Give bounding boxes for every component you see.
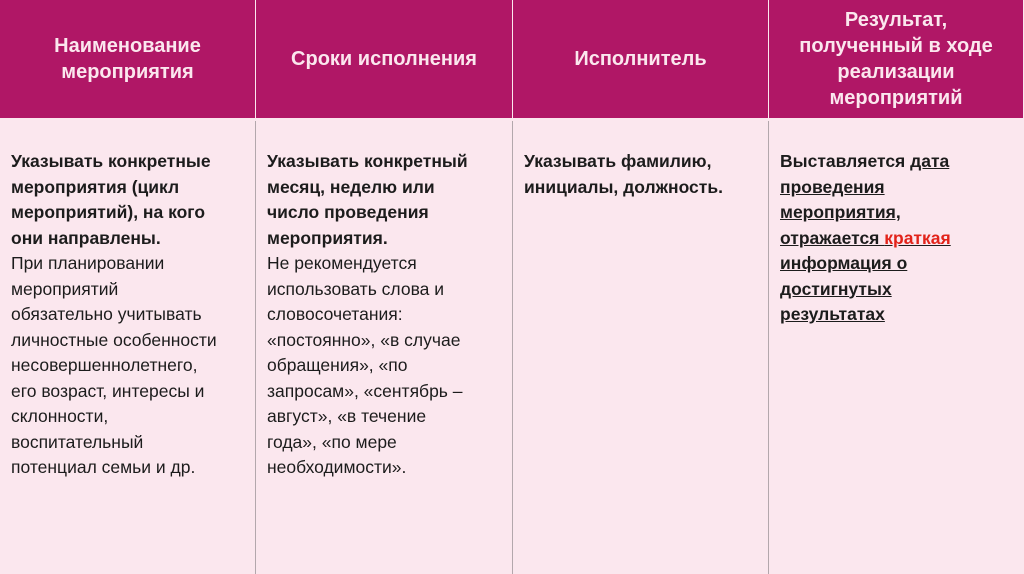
header-result-line: Результат, xyxy=(844,9,948,31)
cell-executor xyxy=(513,121,769,574)
text-line: мероприятий xyxy=(11,278,119,299)
text-line: Указывать конкретный xyxy=(267,151,468,171)
underlined-text: дата xyxy=(910,151,950,171)
header-deadlines-line: Сроки исполнения xyxy=(291,48,477,70)
text-line: они направлены. xyxy=(11,227,161,248)
text-line: потенциал семьи и др. xyxy=(11,457,196,477)
cell-deadlines xyxy=(256,121,513,574)
text-line: число проведения xyxy=(267,202,429,222)
text-line: инициалы, должность. xyxy=(524,176,723,197)
text-line: его возраст, интересы и xyxy=(11,380,205,401)
text-line xyxy=(780,226,1016,252)
header-event-name-line: мероприятия xyxy=(61,61,194,83)
underlined-text: достигнутых xyxy=(780,278,892,299)
header-result-line: мероприятий xyxy=(829,87,963,109)
cell-event-name xyxy=(0,121,256,574)
text-line: склонности, xyxy=(11,406,109,426)
text-line: «постоянно», «в случае xyxy=(267,329,461,350)
text-line: август», «в течение xyxy=(267,406,427,426)
text-line: запросам», «сентябрь – xyxy=(267,380,463,401)
text-line: необходимости». xyxy=(267,457,407,477)
underlined-text: результатах xyxy=(780,304,885,324)
text-line xyxy=(780,149,1016,175)
text-fragment: Выставляется xyxy=(780,151,911,171)
text-line: Указывать фамилию, xyxy=(524,151,712,171)
text-line: использовать слова и xyxy=(267,278,445,299)
text-line: Не рекомендуется xyxy=(267,253,417,273)
text-line: воспитательный xyxy=(11,431,144,452)
text-line: мероприятия (цикл xyxy=(11,176,180,197)
text-line: несовершеннолетнего, xyxy=(11,355,198,375)
underlined-text: информация о xyxy=(780,253,908,273)
highlighted-text: краткая xyxy=(884,227,951,248)
text-line: словосочетания: xyxy=(267,304,403,324)
header-event-name-line: Наименование xyxy=(54,35,201,57)
underlined-text: отражается xyxy=(780,227,885,248)
cell-result xyxy=(769,121,1024,574)
text-line: При планировании xyxy=(11,253,165,273)
text-line: Указывать конкретные xyxy=(11,151,211,171)
text-line: обращения», «по xyxy=(267,355,408,375)
header-executor xyxy=(513,0,769,121)
header-result-line: реализации xyxy=(837,61,955,83)
header-result-line: полученный в ходе xyxy=(799,35,993,57)
text-line: личностные особенности xyxy=(11,329,217,350)
text-line: мероприятий), на кого xyxy=(11,202,206,222)
header-event-name xyxy=(0,0,256,121)
text-line: обязательно учитывать xyxy=(11,304,202,324)
header-result xyxy=(769,0,1024,121)
underlined-text: проведения xyxy=(780,176,885,197)
underlined-text: мероприятия, xyxy=(780,202,901,222)
text-line: мероприятия. xyxy=(267,227,388,248)
header-executor-line: Исполнитель xyxy=(574,48,707,70)
text-line: месяц, неделю или xyxy=(267,176,435,197)
header-deadlines xyxy=(256,0,513,121)
text-line: года», «по мере xyxy=(267,431,397,452)
